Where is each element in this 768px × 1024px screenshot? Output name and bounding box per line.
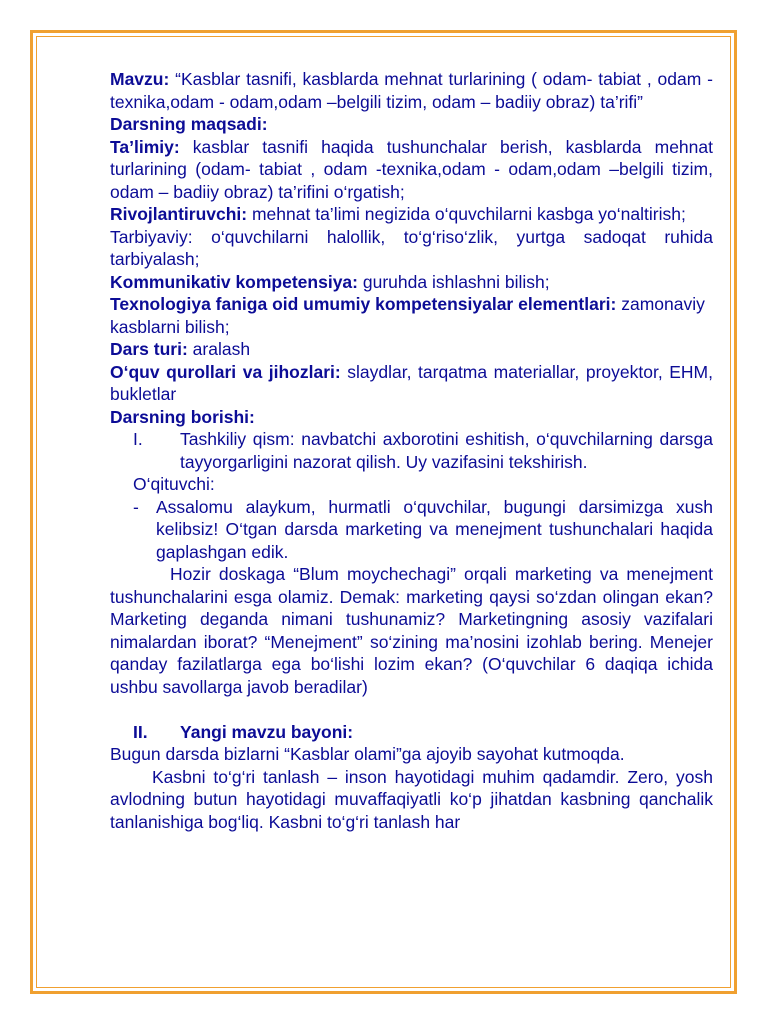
developmental-goal	[110, 203, 713, 226]
section-new-topic	[110, 721, 713, 744]
document-body	[110, 68, 713, 833]
goals-heading	[110, 113, 713, 136]
list-item-organizational	[110, 428, 713, 473]
educational-goal-text: kasblar tasnifi haqida tushunchalar berish, kasblarda mehnat turlarining (odam- tabiat , odam -texnika,odam - odam,odam –belgili tizim, odam – badiiy obraz) ta’rifini o‘rgatish;	[110, 136, 713, 202]
dash-marker: -	[133, 496, 139, 517]
lesson-progress-heading	[110, 406, 713, 429]
paragraph-review: Hozir doskaga “Blum moychechagi” orqali marketing va menejment tushunchalarini esga olamiz. Demak: marketing qaysi so‘zdan olingan ekan? Marketing deganda nimani tushunamiz? Marketingning asosiy vazifalari nimalardan iborat? “Menejment” so‘zining ma’nosini izohlab bering. Menejer qanday fazilatlarga ega bo‘lishi lozim ekan? (O‘quvchilar 6 daqiqa ichida ushbu savollarga javob beradilar)	[110, 564, 713, 697]
communicative-competence	[110, 271, 713, 294]
equipment-text: slaydlar, tarqatma materiallar, proyektor, EHM, bukletlar	[110, 361, 713, 404]
lesson-type-label: Dars turi:	[110, 339, 188, 359]
paragraph-career-choice: Kasbni to‘g‘ri tanlash – inson hayotidagi muhim qadamdir. Zero, yosh avlodning butun hayotidagi muvaffaqiyatli ko‘p jihatdan kasbning qanchalik tanlanishiga bog‘liq. Kasbni to‘g‘ri tanlash har	[110, 766, 713, 832]
lesson-type	[110, 338, 713, 361]
educational-goal-label: Ta’limiy:	[110, 136, 180, 157]
paragraph-today: Bugun darsda bizlarni “Kasblar olami”ga ajoyib sayohat kutmoqda.	[110, 744, 625, 764]
educational-goal	[110, 136, 713, 204]
technology-competence	[110, 293, 713, 338]
topic-text: “Kasblar tasnifi, kasblarda mehnat turlarining ( odam- tabiat , odam -texnika,odam - odam,odam –belgili tizim, odam – badiiy obraz) ta’rifi”	[110, 69, 713, 112]
lesson-type-text: aralash	[192, 339, 251, 359]
developmental-goal-text: mehnat ta’limi negizida o‘quvchilarni kasbga yo‘naltirish;	[251, 204, 686, 224]
goals-heading-text: Darsning maqsadi:	[110, 114, 268, 134]
technology-competence-label: Texnologiya faniga oid umumiy kompetensiyalar elementlari:	[110, 294, 617, 314]
communicative-competence-label: Kommunikativ kompetensiya:	[110, 271, 358, 292]
list-marker-2: II.	[133, 721, 148, 742]
equipment-label: O‘quv qurollari va jihozlari:	[110, 361, 341, 382]
equipment	[110, 361, 713, 406]
topic-label: Mavzu:	[110, 69, 170, 89]
communicative-competence-text: guruhda ishlashni bilish;	[362, 271, 550, 292]
section-new-topic-title: Yangi mavzu bayoni:	[180, 721, 354, 742]
list-item-text-1: Tashkiliy qism: navbatchi axborotini eshitish, o‘quvchilarning darsga tayyorgarligini nazorat qilish. Uy vazifasini tekshirish.	[180, 429, 713, 472]
developmental-goal-label: Rivojlantiruvchi:	[110, 204, 248, 224]
list-marker-1: I.	[133, 429, 143, 449]
upbringing-goal: Tarbiyaviy: o‘quvchilarni halollik, to‘g‘riso‘zlik, yurtga sadoqat ruhida tarbiyalash;	[110, 226, 713, 269]
teacher-label: O‘qituvchi:	[133, 474, 215, 494]
lesson-progress-heading-text: Darsning borishi:	[110, 406, 255, 427]
blank-line	[110, 698, 713, 721]
greeting-text: Assalomu alaykum, hurmatli o‘quvchilar, bugungi darsimizga xush kelibsiz! O‘tgan darsda marketing va menejment tushunchalari haqida gaplashgan edik.	[156, 496, 713, 562]
list-item-greeting	[110, 496, 713, 564]
technology-competence-text: zamonaviy kasblarni bilish;	[110, 294, 705, 337]
topic-paragraph	[110, 68, 713, 113]
